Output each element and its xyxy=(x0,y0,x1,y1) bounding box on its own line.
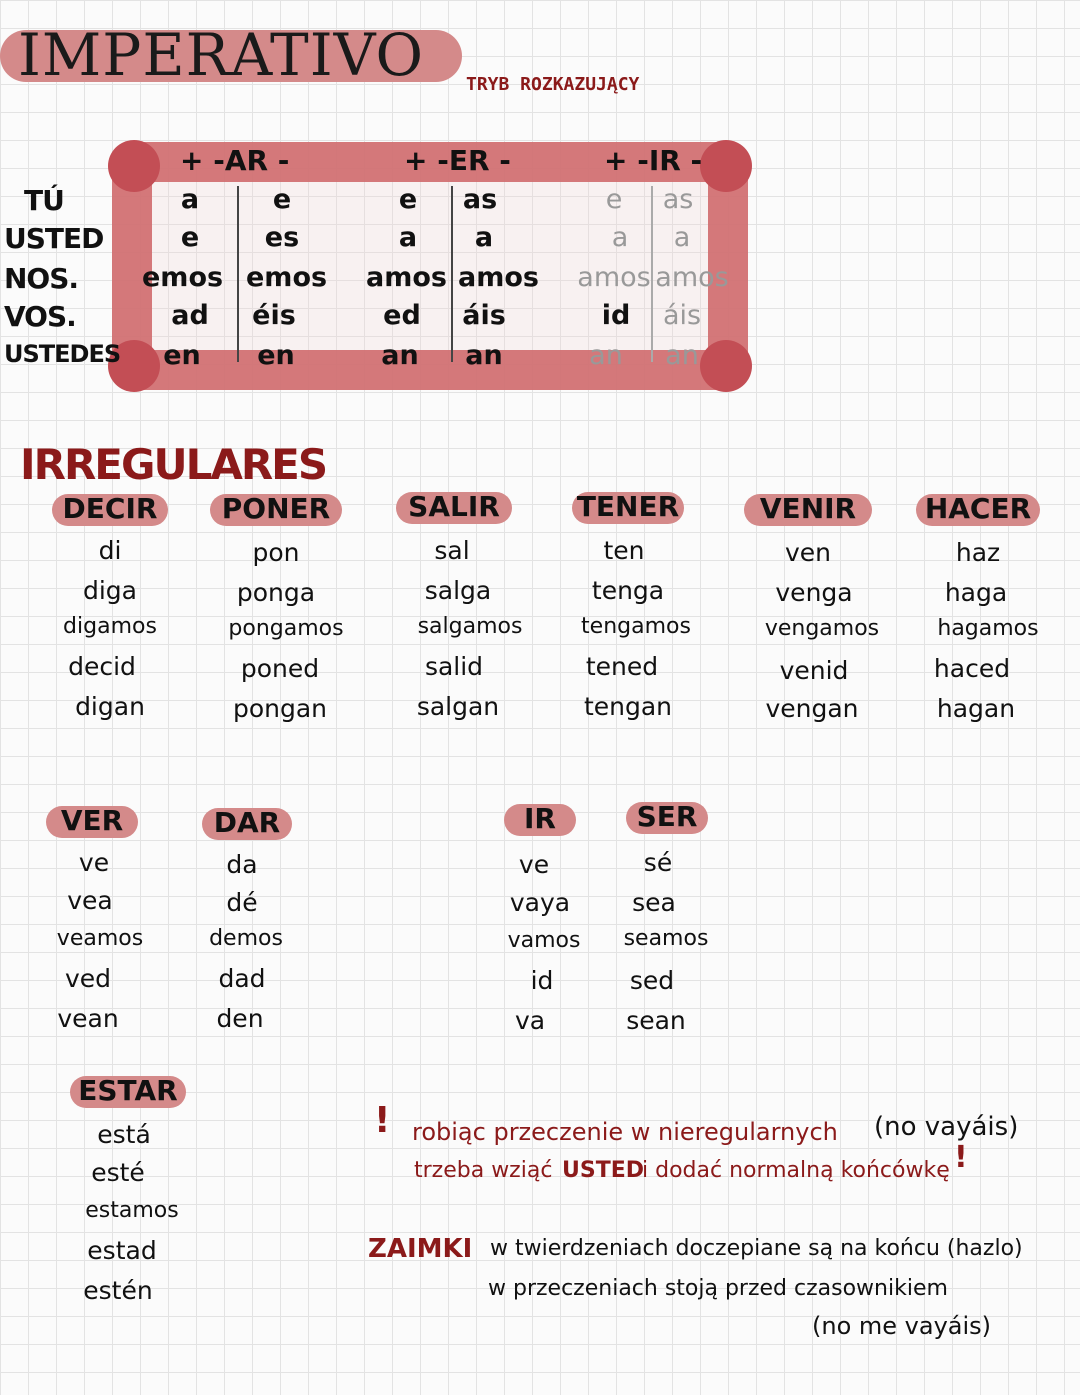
verb-form: digan xyxy=(75,692,145,721)
verb-form: tengan xyxy=(583,692,673,721)
note-line-2-end: i dodać normalną końcówkę xyxy=(642,1158,950,1183)
ending-cell: en xyxy=(257,340,295,371)
ending-cell: a xyxy=(611,222,629,253)
verb-form: pongamos xyxy=(228,616,344,641)
verb-form: esté xyxy=(91,1158,145,1187)
page-subtitle: TRYB ROZKAZUJĄCY xyxy=(466,74,640,95)
ending-cell: id xyxy=(601,300,631,331)
verb-form: salgamos xyxy=(417,614,523,639)
ending-cell: as xyxy=(462,184,498,215)
ending-cell: áis xyxy=(462,300,506,331)
verb-form: ved xyxy=(64,964,112,993)
zaimki-line-2: w przeczeniach stoją przed czasownikiem xyxy=(488,1276,948,1301)
verb-label: HACER xyxy=(924,492,1032,525)
verb-label: ESTAR xyxy=(78,1074,178,1107)
ending-cell: a xyxy=(180,184,200,215)
page-title: IMPERATIVO xyxy=(18,21,425,89)
verb-form: ten xyxy=(603,536,645,565)
ending-cell: e xyxy=(180,222,200,253)
column-divider xyxy=(237,186,239,362)
verb-form: vea xyxy=(67,886,113,915)
ending-cell: emos xyxy=(142,262,224,293)
verb-form: da xyxy=(226,850,258,879)
verb-label: TENER xyxy=(576,490,680,523)
ending-cell: e xyxy=(605,184,623,215)
ending-cell: an xyxy=(665,340,699,371)
verb-form: demos xyxy=(209,926,283,951)
verb-form: poned xyxy=(240,654,320,683)
verb-form: sé xyxy=(643,848,673,877)
verb-form: haga xyxy=(944,578,1008,607)
verb-form: haced xyxy=(933,654,1011,683)
verb-form: salgan xyxy=(416,692,500,721)
verb-form: ve xyxy=(78,848,110,877)
verb-form: vaya xyxy=(509,888,571,917)
exclamation-icon: ! xyxy=(374,1100,391,1141)
irregulares-heading: IRREGULARES xyxy=(20,440,327,489)
verb-label: IR xyxy=(524,802,556,835)
verb-form: diga xyxy=(82,576,137,605)
person-label: TÚ xyxy=(24,184,64,217)
verb-form: estamos xyxy=(85,1198,179,1223)
verb-form: decid xyxy=(68,652,136,681)
ending-cell: amos xyxy=(458,262,539,293)
verb-label: VER xyxy=(60,804,124,837)
verb-label: DECIR xyxy=(62,492,158,525)
verb-form: sal xyxy=(434,536,470,565)
note-example-2: (no me vayáis) xyxy=(812,1312,992,1340)
header-ir: + -IR - xyxy=(604,144,703,177)
verb-label: DAR xyxy=(213,806,281,839)
ending-cell: e xyxy=(272,184,292,215)
verb-form: haz xyxy=(955,538,1001,567)
person-label: VOS. xyxy=(4,300,76,333)
verb-label: PONER xyxy=(221,492,331,525)
verb-form: tenga xyxy=(591,576,665,605)
zaimki-line-1: w twierdzeniach doczepiane są na końcu (hazlo) xyxy=(490,1236,1023,1261)
verb-form: veamos xyxy=(56,926,144,951)
verb-label: SALIR xyxy=(408,490,500,523)
ending-cell: a xyxy=(474,222,494,253)
verb-form: sed xyxy=(629,966,675,995)
verb-form: hagan xyxy=(936,694,1016,723)
verb-form: sean xyxy=(626,1006,686,1035)
ending-cell: a xyxy=(673,222,691,253)
ending-cell: ed xyxy=(383,300,421,331)
verb-form: ponga xyxy=(236,578,316,607)
ending-cell: e xyxy=(398,184,418,215)
verb-form: vean xyxy=(57,1004,119,1033)
verb-form: tened xyxy=(585,652,659,681)
verb-form: estén xyxy=(83,1276,153,1305)
verb-form: salga xyxy=(424,576,492,605)
person-label: USTED xyxy=(4,222,104,255)
verb-form: seamos xyxy=(623,926,709,951)
verb-form: salid xyxy=(424,652,484,681)
verb-form: venid xyxy=(779,656,849,685)
note-line-2-start: trzeba wziąć xyxy=(414,1158,553,1183)
ending-cell: ad xyxy=(171,300,209,331)
note-line-2-usted: USTED xyxy=(562,1158,645,1183)
verb-form: den xyxy=(216,1004,264,1033)
verb-form: sea xyxy=(632,888,676,917)
ending-cell: en xyxy=(163,340,201,371)
ending-cell: es xyxy=(264,222,300,253)
person-label: NOS. xyxy=(4,262,79,295)
verb-form: dé xyxy=(226,888,258,917)
verb-form: di xyxy=(98,536,122,565)
verb-form: ven xyxy=(784,538,832,567)
ending-cell: an xyxy=(381,340,419,371)
ending-cell: áis xyxy=(662,300,702,331)
verb-form: ve xyxy=(518,850,550,879)
ending-cell: an xyxy=(589,340,623,371)
verb-form: pongan xyxy=(232,694,328,723)
verb-form: vengan xyxy=(765,694,859,723)
verb-form: está xyxy=(97,1120,151,1149)
ending-cell: éis xyxy=(252,300,296,331)
ending-cell: emos xyxy=(246,262,328,293)
ending-cell: as xyxy=(662,184,694,215)
verb-label: SER xyxy=(636,800,698,833)
verb-form: va xyxy=(514,1006,546,1035)
header-ar: + -AR - xyxy=(180,144,290,177)
ending-cell: amos xyxy=(577,262,651,293)
ending-cell: an xyxy=(465,340,503,371)
note-line-1: robiąc przeczenie w nieregularnych xyxy=(412,1118,838,1146)
note-example-1: (no vayáis) xyxy=(874,1112,1019,1142)
ending-cell: amos xyxy=(655,262,729,293)
verb-form: id xyxy=(530,966,554,995)
verb-form: venga xyxy=(775,578,853,607)
verb-form: vamos xyxy=(507,928,581,953)
verb-form: estad xyxy=(87,1236,157,1265)
person-label: USTEDES xyxy=(4,340,121,368)
verb-label: VENIR xyxy=(759,492,857,525)
verb-form: vengamos xyxy=(764,616,880,641)
ending-cell: a xyxy=(398,222,418,253)
ending-cell: amos xyxy=(366,262,447,293)
verb-form: tengamos xyxy=(581,614,691,639)
verb-form: dad xyxy=(218,964,266,993)
exclamation-icon: ! xyxy=(954,1140,968,1175)
zaimki-label: ZAIMKI xyxy=(368,1234,473,1264)
verb-form: digamos xyxy=(63,614,157,639)
verb-form: hagamos xyxy=(937,616,1039,641)
header-er: + -ER - xyxy=(404,144,511,177)
verb-form: pon xyxy=(252,538,300,567)
